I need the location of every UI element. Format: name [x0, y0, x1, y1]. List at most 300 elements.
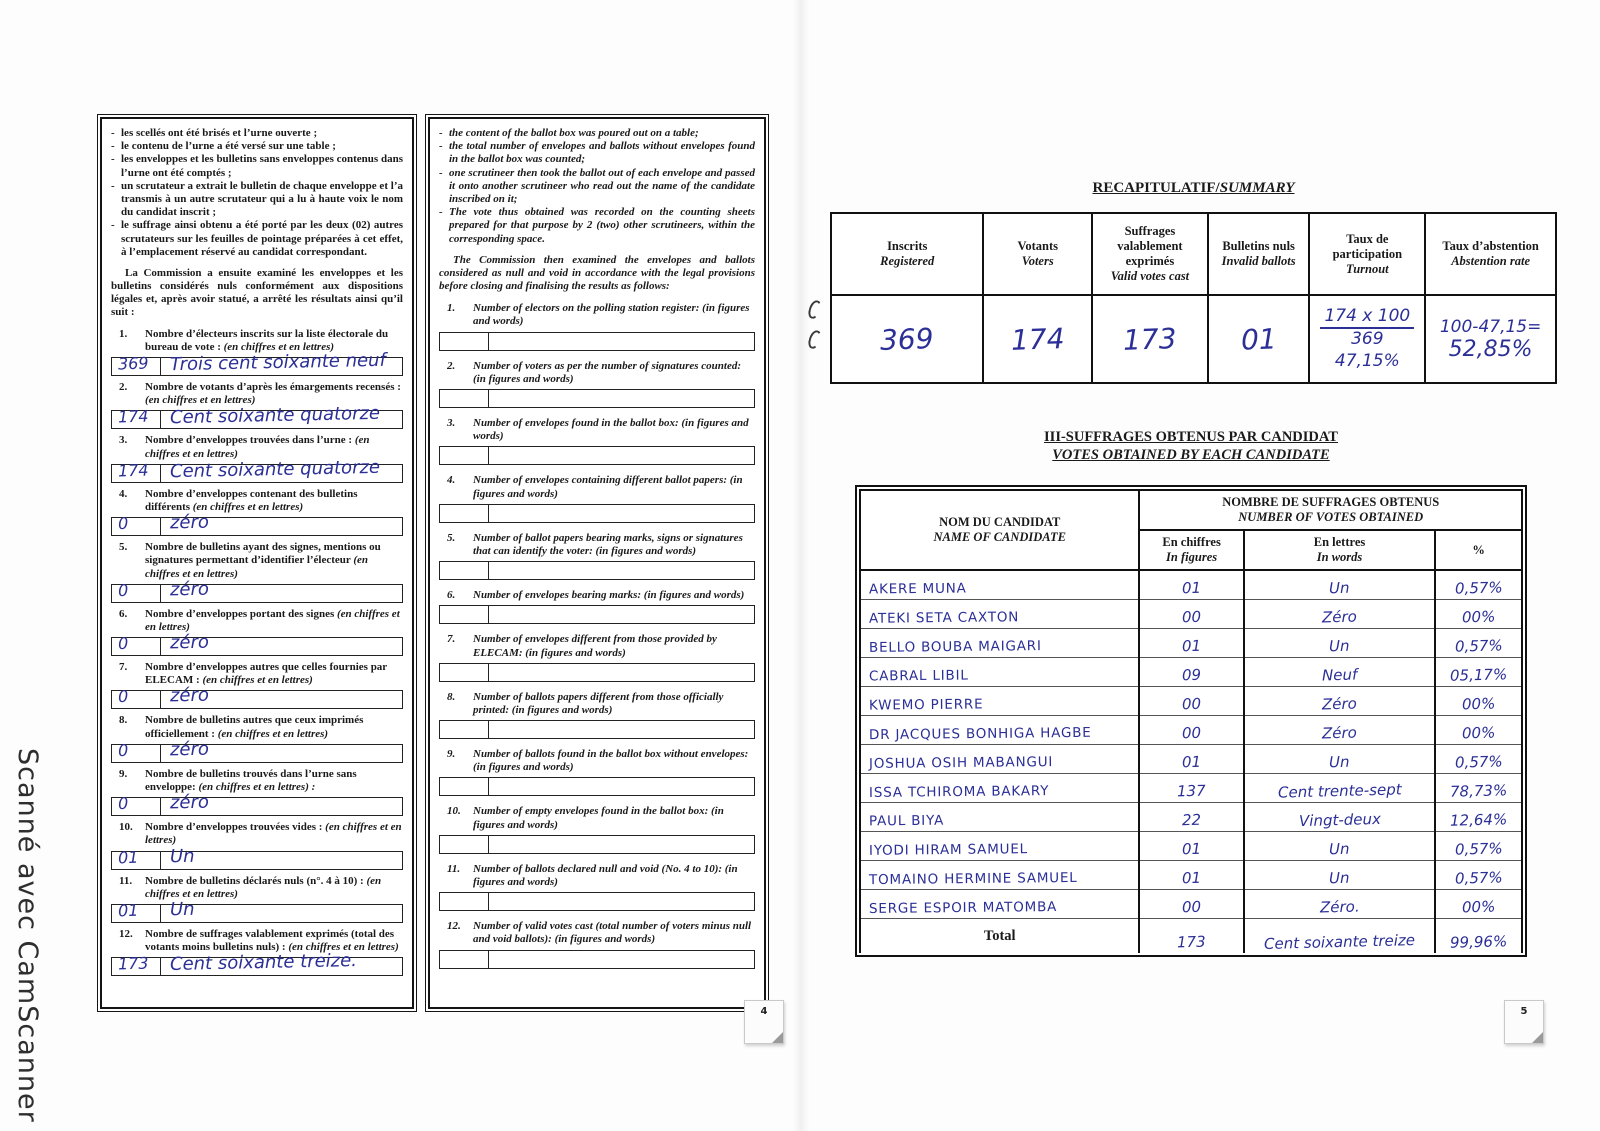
item-number: 10. [447, 805, 461, 818]
candidate-figures-cell [1139, 890, 1243, 919]
candidate-row [860, 629, 1522, 658]
handwritten-figure: 173 [117, 953, 149, 974]
candidate-figures-cell [1139, 687, 1243, 716]
candidate-row [860, 658, 1522, 687]
candidate-figures-cell [1139, 745, 1243, 774]
item-number: 5. [119, 541, 128, 554]
item-label: Number of ballots found in the ballot box without envelopes: (in figures and words) [473, 748, 749, 774]
candidate-figures: 22 [1181, 810, 1202, 830]
votes-section-title [855, 428, 1527, 464]
candidate-row [860, 745, 1522, 774]
total-row [860, 919, 1522, 954]
candidate-words-cell [1244, 629, 1436, 658]
item-number: 4. [119, 487, 128, 500]
item-label: Nombre de bulletins trouvés dans l’urne sans enveloppe: [145, 767, 357, 793]
candidate-figures: 00 [1181, 694, 1202, 714]
turnout-numerator: 174 x 100 [1324, 306, 1411, 327]
french-item [111, 714, 403, 762]
page-number-marker-right [1504, 1000, 1544, 1044]
candidate-percent-cell [1435, 803, 1522, 832]
answer-box-empty [439, 504, 755, 523]
answer-box [111, 791, 403, 816]
total-label: Total [860, 919, 1139, 954]
english-items [439, 302, 755, 968]
handwritten-words: zéro [169, 791, 210, 814]
candidate-name: AKERE MUNA [868, 580, 967, 598]
answer-box-divider [488, 951, 489, 968]
item-number: 12. [447, 920, 461, 933]
french-item [111, 328, 403, 376]
invalid-ballots-value-cell [1208, 295, 1310, 383]
answer-box-divider [160, 518, 161, 535]
item-label: Nombre d’enveloppes trouvées dans l’urne : [145, 434, 353, 447]
answer-box-divider [488, 505, 489, 522]
candidate-words: Zéro. [1319, 897, 1360, 917]
answer-box-divider [160, 638, 161, 655]
french-bullet: - les enveloppes et les bulletins sans enveloppes contenus dans l’urne ont été comptés ; [111, 153, 403, 179]
candidate-row [860, 716, 1522, 745]
answer-box-divider [488, 836, 489, 853]
item-number: 9. [447, 748, 456, 761]
item-note: (en chiffres et en lettres) [217, 727, 329, 740]
answer-box [111, 456, 403, 483]
summary-header-cell [1092, 213, 1208, 295]
french-bullet: - le contenu de l’urne a été versé sur une table ; [111, 140, 403, 153]
page-number-marker-left [744, 1000, 784, 1044]
abstention-formula: 100-47,15= [1439, 316, 1542, 337]
handwritten-figure: 01 [117, 900, 139, 921]
answer-box-empty [439, 332, 755, 351]
answer-box-divider [160, 411, 161, 428]
words-header: En lettres In words [1244, 530, 1436, 570]
candidate-percent-cell [1435, 832, 1522, 861]
candidate-percent: 00% [1461, 607, 1496, 627]
candidate-name: ATEKI SETA CAXTON [868, 609, 1020, 627]
candidate-row [860, 803, 1522, 832]
candidate-figures-cell [1139, 861, 1243, 890]
candidate-percent: 00% [1461, 723, 1496, 743]
candidate-percent: 0,57% [1454, 752, 1503, 772]
votes-obtained-header: NOMBRE DE SUFFRAGES OBTENUS NUMBER OF VOTES OBTAINED [1139, 490, 1522, 530]
answer-box-divider [488, 664, 489, 681]
english-item [439, 302, 755, 350]
item-number: 10. [119, 821, 133, 834]
item-number: 7. [119, 661, 128, 674]
french-bullet: - un scrutateur a extrait le bulletin de chaque enveloppe et l’a transmis à un autre scrutateur qui a lu à haute voix le nom du candidat inscrit ; [111, 180, 403, 220]
votes-title-fr: III-SUFFRAGES OBTENUS PAR CANDIDAT [1044, 429, 1338, 445]
candidate-words-cell [1244, 600, 1436, 629]
english-item [439, 691, 755, 739]
french-bullet: - les scellés ont été brisés et l’urne ouverte ; [111, 127, 403, 140]
answer-box-empty [439, 561, 755, 580]
handwritten-words: zéro [169, 578, 210, 601]
answer-box [111, 845, 403, 870]
answer-box [111, 950, 403, 976]
candidate-percent-cell [1435, 716, 1522, 745]
french-items [111, 328, 403, 977]
summary-header-en: Abstention rate [1451, 254, 1531, 268]
item-note: (en chiffres et en lettres) [145, 607, 400, 633]
page-fold-shadow [793, 0, 809, 1131]
summary-header-fr: Taux de participation [1332, 231, 1403, 261]
candidate-words: Un [1329, 839, 1350, 859]
french-item [111, 488, 403, 536]
candidate-percent: 12,64% [1449, 810, 1508, 830]
item-number: 11. [447, 862, 461, 875]
candidate-percent-cell [1435, 774, 1522, 803]
candidate-percent-cell [1435, 745, 1522, 774]
english-column [428, 117, 766, 1009]
english-item [439, 805, 755, 853]
candidate-figures-cell [1139, 716, 1243, 745]
candidate-name-cell [860, 687, 1139, 716]
candidate-percent-cell [1435, 890, 1522, 919]
candidate-percent-cell [1435, 600, 1522, 629]
candidate-figures-cell [1139, 803, 1243, 832]
answer-box-divider [160, 585, 161, 602]
item-label: Nombre de bulletins ayant des signes, mentions ou signatures permettant d’identifier l’électeur [145, 541, 381, 567]
item-number: 6. [447, 589, 456, 602]
item-number: 1. [119, 327, 128, 340]
item-note: (en chiffres et en lettres) [145, 874, 382, 900]
answer-box-divider [488, 333, 489, 350]
valid-votes-value-cell [1092, 295, 1208, 383]
total-words: Cent soixante treize [1263, 931, 1416, 953]
answer-box-empty [439, 389, 755, 408]
handwritten-figure: 0 [117, 687, 129, 707]
summary-header-cell [983, 213, 1092, 295]
item-label: Nombre d’enveloppes autres que celles fournies par ELECAM : [145, 661, 387, 687]
candidate-name: ISSA TCHIROMA BAKARY [868, 783, 1050, 801]
votes-title-en: VOTES OBTAINED BY EACH CANDIDATE [1052, 447, 1330, 464]
handwritten-words: Un [169, 845, 195, 867]
candidate-words: Zéro [1321, 607, 1358, 627]
french-column [100, 117, 414, 1009]
answer-box [111, 578, 403, 603]
candidate-percent-cell [1435, 861, 1522, 890]
summary-header-fr: Inscrits [887, 239, 928, 253]
total-figures-cell [1139, 919, 1243, 954]
candidate-name-cell [860, 832, 1139, 861]
french-bullet: - le suffrage ainsi obtenu a été porté par les deux (02) autres scrutateurs sur les feuilles de pointage préparées à cet effet, à l’emplacement réservé au candidat correspondant. [111, 219, 403, 259]
candidate-figures-cell [1139, 774, 1243, 803]
item-label: Nombre de suffrages valablement exprimés (total des votants moins bulletins nuls) : [145, 927, 395, 954]
candidate-words: Zéro [1321, 723, 1358, 743]
item-number: 3. [119, 434, 128, 447]
summary-header-cell [1309, 213, 1425, 295]
answer-box-empty [439, 605, 755, 624]
candidate-figures: 01 [1181, 578, 1202, 598]
handwritten-words: zéro [169, 738, 210, 761]
handwritten-words: Cent soixante quatorze [169, 403, 381, 429]
item-label: Number of valid votes cast (total number of voters minus null and void ballots): (in figures and words) [473, 920, 752, 946]
handwritten-words: Trois cent soixante neuf [169, 349, 387, 376]
candidate-words-cell [1244, 774, 1436, 803]
registered-value: 369 [879, 321, 935, 357]
french-item [111, 541, 403, 603]
item-label: Number of ballot papers bearing marks, signs or signatures that can identify the voter: (in figures and words) [473, 531, 743, 557]
item-number: 8. [119, 714, 128, 727]
total-words-cell [1244, 919, 1436, 954]
item-number: 3. [447, 417, 456, 429]
candidate-row [860, 570, 1522, 600]
summary-values-row [831, 295, 1556, 383]
candidate-row [860, 687, 1522, 716]
item-number: 1. [447, 302, 456, 315]
summary-header-fr: Suffrages valablement exprimés [1117, 224, 1183, 268]
answer-box-divider [488, 778, 489, 795]
candidate-name-header: NOM DU CANDIDAT NAME OF CANDIDATE [860, 490, 1139, 570]
english-item [439, 748, 755, 796]
candidate-name: SERGE ESPOIR MATOMBA [868, 899, 1058, 917]
answer-box-divider [160, 465, 161, 482]
voters-value-cell [983, 295, 1092, 383]
candidate-row [860, 832, 1522, 861]
handwritten-words: zéro [169, 685, 210, 707]
answer-box [111, 898, 403, 923]
item-number: 9. [119, 767, 128, 780]
item-label: Number of envelopes bearing marks: (in figures and words) [473, 589, 745, 602]
abstention-result: 52,85% [1448, 336, 1533, 362]
french-item [111, 661, 403, 709]
french-intro-paragraph: La Commission a ensuite examiné les enveloppes et les bulletins considérés nuls conformément aux dispositions légales et, après avoir statué, a arrêté les résultats ainsi qu’il suit : [111, 266, 403, 319]
candidate-name: TOMAINO HERMINE SAMUEL [868, 869, 1078, 889]
summary-header-fr: Bulletins nuls [1222, 239, 1295, 253]
candidate-words: Cent trente-sept [1277, 780, 1402, 802]
candidate-words-cell [1244, 745, 1436, 774]
item-note: (en chiffres et en lettres) [202, 674, 313, 687]
answer-box [111, 403, 403, 429]
handwritten-words: zéro [169, 511, 210, 534]
folded-corner-icon [772, 1032, 783, 1043]
answer-box-divider [160, 798, 161, 815]
candidate-name-cell [860, 629, 1139, 658]
item-number: 12. [119, 927, 133, 940]
item-label: Number of electors on the polling station register: (in figures and words) [473, 302, 750, 328]
folded-corner-icon [1532, 1032, 1543, 1043]
answer-box-divider [160, 852, 161, 869]
percent-header: % [1435, 530, 1522, 570]
candidate-name: IYODI HIRAM SAMUEL [868, 841, 1029, 859]
candidate-name: KWEMO PIERRE [868, 696, 984, 714]
candidate-name: PAUL BIYA [868, 812, 945, 830]
candidate-name-cell [860, 745, 1139, 774]
item-label: Nombre de bulletins autres que ceux imprimés officiellement : [145, 714, 364, 740]
answer-box-divider [160, 745, 161, 762]
valid-votes-value: 173 [1122, 321, 1178, 357]
candidate-words: Zéro [1321, 694, 1358, 714]
candidate-name-cell [860, 716, 1139, 745]
candidate-words: Un [1329, 578, 1350, 598]
candidate-words-cell [1244, 861, 1436, 890]
candidate-name: JOSHUA OSIH MABANGUI [868, 754, 1054, 772]
candidate-words: Un [1329, 752, 1350, 772]
voters-value: 174 [1010, 321, 1066, 357]
answer-box-empty [439, 720, 755, 739]
candidate-name-cell [860, 600, 1139, 629]
item-label: Number of voters as per the number of signatures counted: (in figures and words) [473, 359, 741, 385]
english-item [439, 633, 755, 681]
candidate-name-cell [860, 861, 1139, 890]
figures-header: En chiffres In figures [1139, 530, 1243, 570]
item-number: 11. [119, 874, 133, 887]
item-label: Number of ballots papers different from those officially printed: (in figures and words) [473, 690, 724, 716]
candidate-words-cell [1244, 832, 1436, 861]
handwritten-figure: 0 [117, 794, 129, 814]
french-bullet-list [111, 127, 403, 259]
handwritten-figure: 174 [117, 460, 149, 481]
candidate-name-cell [860, 890, 1139, 919]
answer-box [111, 349, 403, 376]
item-number: 8. [447, 690, 456, 703]
answer-box-empty [439, 835, 755, 854]
candidate-figures-cell [1139, 570, 1243, 600]
summary-header-en: Invalid ballots [1221, 254, 1296, 268]
candidate-figures: 00 [1181, 897, 1202, 917]
candidate-figures: 01 [1181, 839, 1202, 859]
handwritten-words: Un [169, 898, 195, 921]
candidate-percent: 00% [1461, 897, 1496, 917]
summary-title-fr: RECAPITULATIF/ [1092, 180, 1220, 196]
english-item [439, 417, 755, 465]
item-number: 6. [119, 607, 128, 620]
english-bullet: - the content of the ballot box was poured out on a table; [439, 127, 755, 140]
candidate-figures: 01 [1181, 868, 1202, 888]
item-label: Nombre d’électeurs inscrits sur la liste électorale du bureau de vote : [145, 327, 389, 353]
candidate-words-cell [1244, 890, 1436, 919]
answer-box-divider [488, 447, 489, 464]
candidate-name: CABRAL LIBIL [868, 667, 969, 685]
item-number: 4. [447, 474, 456, 487]
answer-box [111, 631, 403, 656]
candidate-percent: 05,17% [1449, 665, 1508, 685]
candidate-words: Un [1329, 636, 1350, 656]
candidate-name-cell [860, 803, 1139, 832]
item-note: (en chiffres et en lettres) [145, 821, 402, 847]
candidate-figures: 137 [1177, 781, 1207, 801]
candidate-words-cell [1244, 687, 1436, 716]
candidate-percent-cell [1435, 658, 1522, 687]
handwritten-words: zéro [169, 631, 210, 654]
candidate-percent: 0,57% [1454, 636, 1503, 656]
english-bullet: - The vote thus obtained was recorded on the counting sheets prepared for that purpose by 2 (two) other scrutineers, within the corresponding space. [439, 206, 755, 246]
turnout-value-cell [1309, 295, 1425, 383]
french-item [111, 608, 403, 656]
candidate-percent: 0,57% [1454, 839, 1503, 859]
summary-title [830, 180, 1557, 197]
french-item [111, 434, 403, 482]
english-item [439, 589, 755, 624]
answer-box [111, 738, 403, 763]
english-bullet: - one scrutineer then took the ballot out of each envelope and passed it onto another scrutineer who read out the name of the candidate inscribed on it; [439, 167, 755, 207]
candidate-words-cell [1244, 658, 1436, 687]
english-item [439, 360, 755, 408]
french-item [111, 381, 403, 429]
candidate-table-wrapper [855, 485, 1527, 957]
item-note: (en chiffres et en lettres) [192, 500, 304, 513]
summary-header-en: Voters [1021, 254, 1054, 268]
answer-box [111, 685, 403, 709]
answer-box-divider [160, 691, 161, 708]
candidate-words-cell [1244, 570, 1436, 600]
handwritten-figure: 0 [117, 740, 129, 760]
registered-value-cell [831, 295, 983, 383]
handwritten-figure: 0 [117, 633, 129, 654]
candidate-figures-cell [1139, 600, 1243, 629]
candidate-figures: 00 [1181, 723, 1202, 743]
item-label: Number of envelopes found in the ballot box: (in figures and words) [473, 417, 749, 443]
turnout-result: 47,15% [1334, 350, 1400, 371]
summary-header-en: Valid votes cast [1110, 269, 1190, 283]
item-label: Number of envelopes containing different ballot papers: (in figures and words) [473, 474, 743, 500]
summary-header-cell [1208, 213, 1310, 295]
answer-box-empty [439, 777, 755, 796]
answer-box-empty [439, 446, 755, 465]
item-label: Number of envelopes different from those provided by ELECAM: (in figures and words) [473, 633, 717, 659]
item-label: Nombre d’enveloppes contenant des bulletins différents [145, 487, 358, 513]
answer-box-divider [488, 390, 489, 407]
english-item [439, 863, 755, 911]
candidate-percent-cell [1435, 687, 1522, 716]
english-item [439, 532, 755, 580]
summary-header-cell [831, 213, 983, 295]
french-item [111, 875, 403, 923]
english-bullet: - the total number of envelopes and ballots without envelopes found in the ballot box was counted; [439, 140, 755, 166]
summary-header-fr: Taux d’abstention [1442, 239, 1539, 253]
total-figures: 173 [1177, 932, 1207, 952]
handwritten-words: Cent soixante quatorze [169, 456, 381, 482]
english-bullet-list [439, 127, 755, 246]
item-label: Number of empty envelopes found in the ballot box: (in figures and words) [473, 805, 724, 831]
english-item [439, 920, 755, 968]
item-note: (en chiffres et en lettres) : [198, 781, 316, 793]
handwritten-figure: 0 [117, 580, 129, 600]
summary-header-en: Turnout [1346, 261, 1389, 276]
answer-box-divider [488, 893, 489, 910]
item-label: Nombre d’enveloppes portant des signes [145, 607, 335, 620]
summary-header-row [831, 213, 1556, 295]
camscanner-watermark: Scanné avec CamScanner [12, 748, 43, 1123]
candidate-figures: 01 [1181, 636, 1202, 656]
binder-mark [807, 329, 822, 350]
item-label: Nombre de votants d’après les émargements recensés : [145, 381, 401, 393]
turnout-denominator: 369 [1351, 329, 1384, 350]
candidate-words: Neuf [1321, 665, 1358, 685]
candidate-words-cell [1244, 803, 1436, 832]
candidate-row [860, 774, 1522, 803]
candidate-figures-cell [1139, 629, 1243, 658]
candidate-row [860, 861, 1522, 890]
answer-box-divider [160, 958, 161, 975]
answer-box-divider [488, 721, 489, 738]
handwritten-figure: 369 [117, 353, 149, 374]
candidate-name: DR JACQUES BONHIGA HAGBE [868, 724, 1092, 744]
item-number: 2. [447, 359, 456, 372]
candidate-figures-cell [1139, 832, 1243, 861]
answer-box [111, 511, 403, 536]
item-note: (en chiffres et en lettres) [223, 340, 335, 353]
summary-header-en: Registered [880, 254, 935, 268]
item-note: (en chiffres et en lettres) [145, 394, 256, 407]
candidate-row [860, 890, 1522, 919]
handwritten-figure: 0 [117, 513, 129, 534]
candidate-name: BELLO BOUBA MAIGARI [868, 638, 1042, 656]
candidate-words: Vingt-deux [1298, 809, 1381, 831]
candidate-row [860, 600, 1522, 629]
candidate-percent: 78,73% [1449, 781, 1508, 801]
total-percent: 99,96% [1449, 932, 1508, 952]
item-number: 2. [119, 381, 128, 393]
